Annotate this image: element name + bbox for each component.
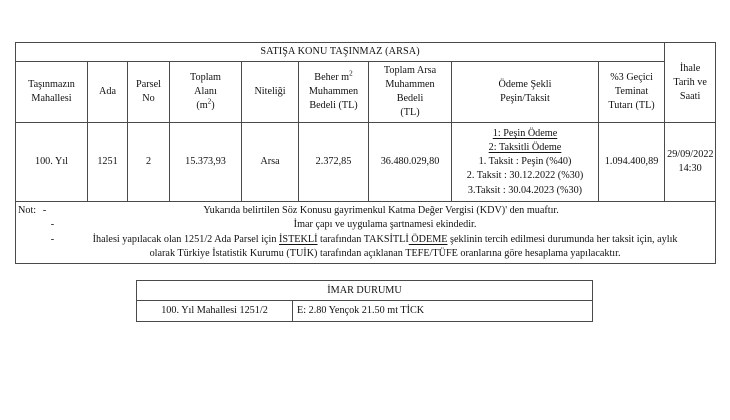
- note-text-3-continuation: olarak Türkiye İstatistik Kurumu (TUİK) tarafından açıklanan TEFE/TÜFE oranlarına göre hesaplama yapılacaktır.: [149, 247, 621, 259]
- ihale-tarihi: 29/09/2022: [667, 149, 714, 161]
- note-dash-icon: -: [50, 233, 55, 245]
- odeme-line-3: 1. Taksit : Peşin (%40): [478, 156, 572, 168]
- imar-title: İMAR DURUMU: [137, 280, 593, 301]
- note-dash-icon: -: [42, 205, 47, 217]
- imar-data-row: [137, 301, 593, 322]
- imar-title-row: [137, 280, 593, 301]
- header-ada: Ada: [88, 62, 128, 123]
- header-toplam-alani-unit: $(m^2)$: [196, 97, 215, 112]
- notes-section: [16, 202, 716, 263]
- header-ihale-line2: Tarih ve: [673, 76, 707, 88]
- table-header-row: [16, 62, 716, 123]
- cell-ihale-tarih-saati: [665, 123, 716, 202]
- cell-mahalle: 100. Yıl: [16, 123, 88, 202]
- header-beher-m2-line3: Bedeli (TL): [309, 100, 358, 112]
- table-row: [16, 123, 716, 202]
- cell-beher-m2-bedeli: 2.372,85: [299, 123, 369, 202]
- header-odeme-sekli-line1: Ödeme Şekli: [498, 79, 552, 91]
- header-teminat-line1: %3 Geçici: [610, 72, 653, 84]
- notes-row: [16, 202, 716, 263]
- header-toplam-arsa-line3: Bedeli: [396, 93, 424, 105]
- header-odeme-sekli-line2: Peşin/Taksit: [500, 93, 550, 105]
- header-odeme-sekli: [452, 62, 599, 123]
- note-text-2: İmar çapı ve uygulama şartnamesi ekindedir.: [293, 219, 477, 231]
- note-3-part-5: şeklinin tercih edilmesi durumunda her taksit için, aylık: [447, 233, 678, 245]
- odeme-line-5: 3.Taksit : 30.04.2023 (%30): [467, 184, 583, 196]
- cell-odeme-sekli: [452, 123, 599, 202]
- note-item: [18, 233, 713, 247]
- header-parsel-no: Parsel No: [128, 62, 170, 123]
- header-ihale-line1: İhale: [679, 62, 701, 74]
- header-ihale-line3: Saati: [679, 90, 701, 102]
- note-text-3: [57, 233, 713, 247]
- cell-ada: 1251: [88, 123, 128, 202]
- header-toplam-arsa-line1: Toplam Arsa: [383, 65, 437, 77]
- table-title-row: [16, 43, 716, 62]
- imar-section: [15, 280, 715, 323]
- note-dash-icon: -: [50, 219, 55, 231]
- note-3-istekli: İSTEKLİ: [279, 233, 318, 245]
- header-toplam-alani: [170, 62, 242, 123]
- header-toplam-arsa-line2: Muhammen: [385, 79, 435, 91]
- odeme-line-1: 1: Peşin Ödeme: [492, 128, 558, 140]
- header-toplam-arsa-line4: (TL): [400, 107, 420, 119]
- imar-parcel: 100. Yıl Mahallesi 1251/2: [137, 301, 293, 322]
- notes-label: Not:: [18, 205, 37, 217]
- header-teminat-line2: Teminat: [614, 86, 649, 98]
- cell-niteligi: Arsa: [242, 123, 299, 202]
- header-mahalle: Taşınmazın Mahallesi: [16, 62, 88, 123]
- table-title: SATIŞA KONU TAŞINMAZ (ARSA): [16, 43, 665, 62]
- header-gecici-teminat: [599, 62, 665, 123]
- imar-description: E: 2.80 Yençok 21.50 mt TİCK: [293, 301, 593, 322]
- cell-gecici-teminat: 1.094.400,89: [599, 123, 665, 202]
- imar-durumu-table: [136, 280, 593, 323]
- header-toplam-arsa-bedeli: [369, 62, 452, 123]
- note-continuation-row: [18, 247, 713, 261]
- header-beher-m2-line1: Beher $m^2$: [314, 69, 353, 84]
- cell-parsel-no: 2: [128, 123, 170, 202]
- header-beher-m2-line2: Muhammen: [308, 86, 359, 98]
- sale-property-table: [15, 42, 716, 264]
- note-3-odeme: ÖDEME: [408, 233, 448, 245]
- cell-toplam-arsa-bedeli: 36.480.029,80: [369, 123, 452, 202]
- note-item: [18, 218, 713, 232]
- cell-toplam-alani: 15.373,93: [170, 123, 242, 202]
- header-ihale-tarih-saati: [665, 43, 716, 123]
- header-teminat-line3: Tutarı (TL): [608, 100, 655, 112]
- odeme-line-2: 2: Taksitli Ödeme: [488, 142, 562, 154]
- note-item: [18, 204, 713, 218]
- ihale-saati: 14:30: [678, 163, 702, 175]
- header-toplam-alani-line2: Alanı: [194, 86, 217, 98]
- odeme-line-4: 2. Taksit : 30.12.2022 (%30): [466, 170, 584, 182]
- note-3-part-3: tarafından TAKSİTLİ: [317, 233, 409, 245]
- header-niteligi: Niteliği: [242, 62, 299, 123]
- note-text-1: Yukarıda belirtilen Söz Konusu gayrimenkul Katma Değer Vergisi (KDV)' den muaftır.: [203, 205, 559, 217]
- header-beher-m2-bedeli: [299, 62, 369, 123]
- note-3-part-1: İhalesi yapılacak olan 1251/2 Ada Parsel için: [92, 233, 280, 245]
- header-toplam-alani-line1: Toplam: [190, 72, 221, 84]
